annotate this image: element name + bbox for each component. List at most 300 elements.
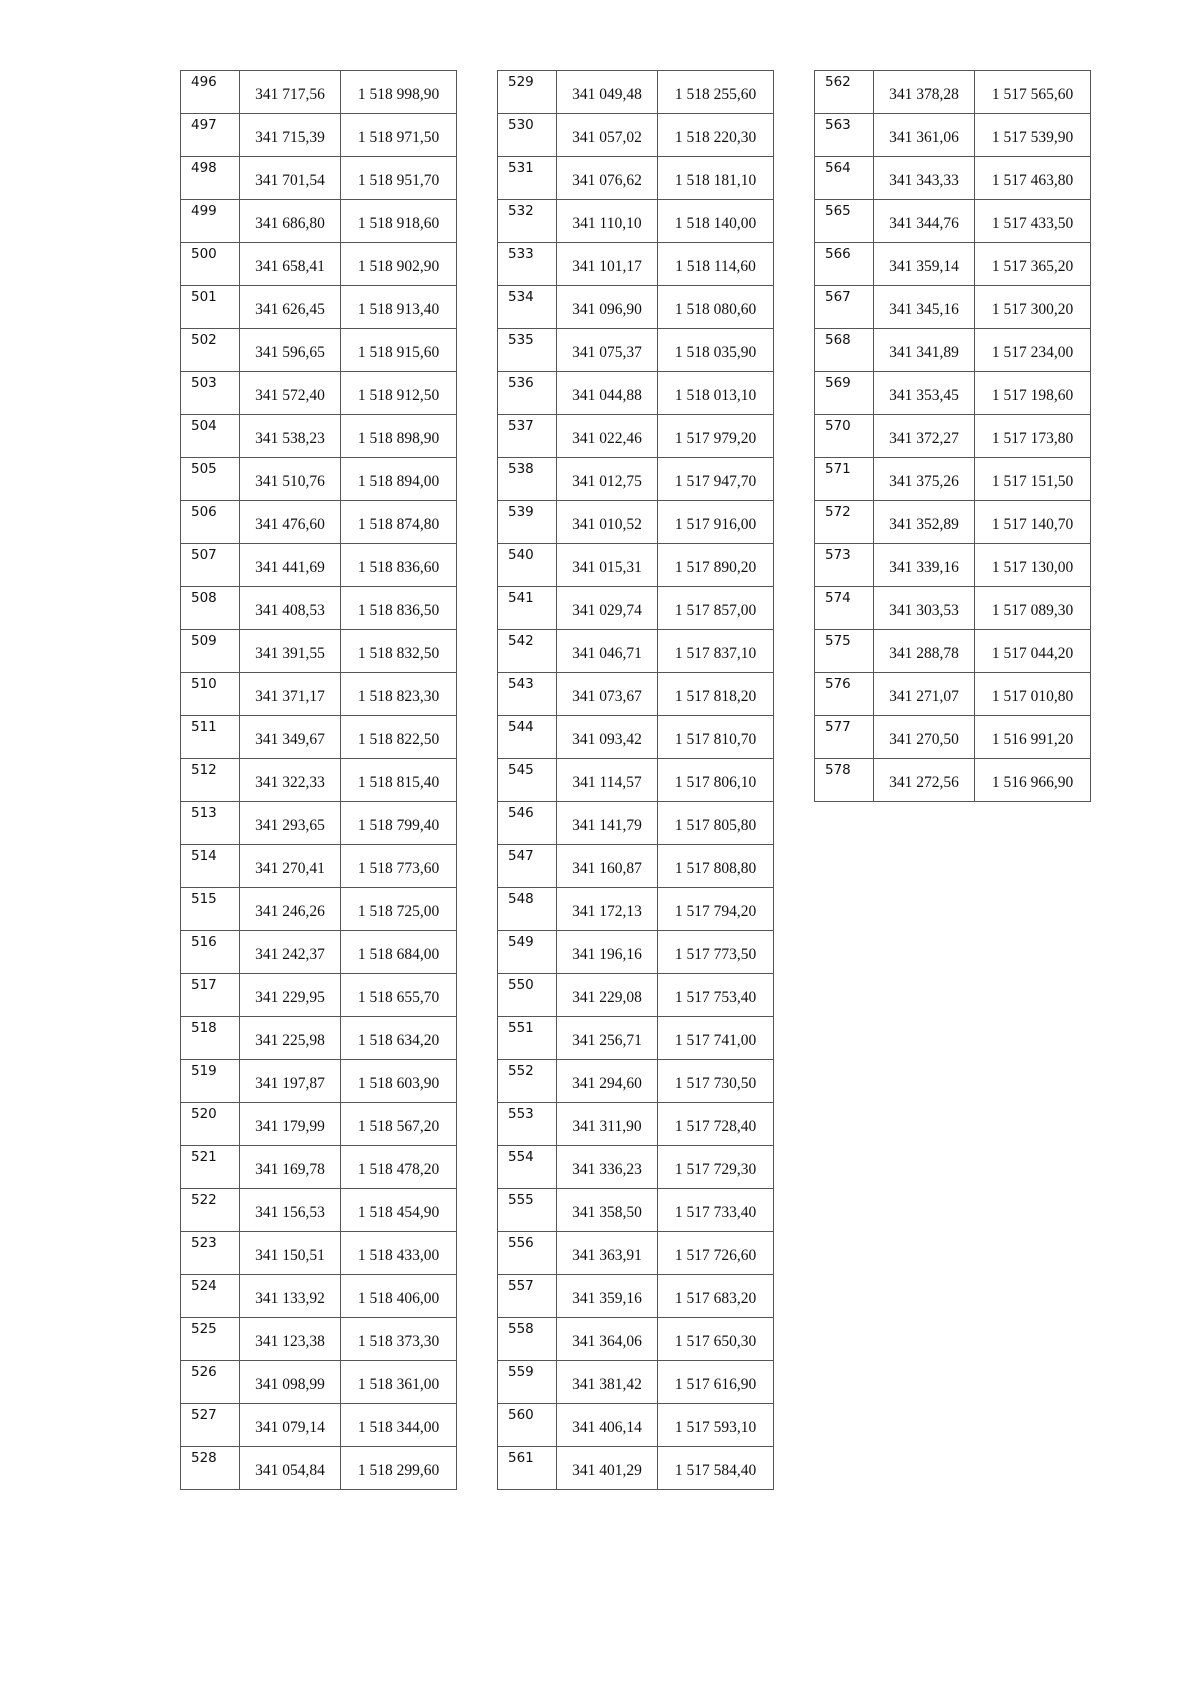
- y-coordinate-cell: 1 517 794,20: [658, 888, 774, 931]
- x-coordinate-cell: 341 378,28: [874, 71, 975, 114]
- y-coordinate-cell: 1 517 890,20: [658, 544, 774, 587]
- point-number-cell: 547: [498, 845, 557, 888]
- table-row: [815, 71, 1091, 114]
- table-row: [498, 630, 774, 673]
- table-row: [815, 372, 1091, 415]
- x-coordinate-cell: 341 229,08: [557, 974, 658, 1017]
- x-coordinate-cell: 341 364,06: [557, 1318, 658, 1361]
- y-coordinate-cell: 1 518 913,40: [341, 286, 457, 329]
- y-coordinate-cell: 1 517 753,40: [658, 974, 774, 1017]
- point-number-cell: 516: [181, 931, 240, 974]
- point-number-cell: 578: [815, 759, 874, 802]
- y-coordinate-cell: 1 517 433,50: [975, 200, 1091, 243]
- point-number-cell: 533: [498, 243, 557, 286]
- y-coordinate-cell: 1 518 998,90: [341, 71, 457, 114]
- y-coordinate-cell: 1 518 951,70: [341, 157, 457, 200]
- y-coordinate-cell: 1 518 915,60: [341, 329, 457, 372]
- table-row: [815, 329, 1091, 372]
- x-coordinate-cell: 341 339,16: [874, 544, 975, 587]
- point-number-cell: 543: [498, 673, 557, 716]
- y-coordinate-cell: 1 517 733,40: [658, 1189, 774, 1232]
- x-coordinate-cell: 341 160,87: [557, 845, 658, 888]
- table-row: [498, 243, 774, 286]
- table-row: [815, 243, 1091, 286]
- point-number-cell: 531: [498, 157, 557, 200]
- x-coordinate-cell: 341 341,89: [874, 329, 975, 372]
- point-number-cell: 558: [498, 1318, 557, 1361]
- y-coordinate-cell: 1 517 916,00: [658, 501, 774, 544]
- x-coordinate-cell: 341 294,60: [557, 1060, 658, 1103]
- x-coordinate-cell: 341 343,33: [874, 157, 975, 200]
- y-coordinate-cell: 1 518 035,90: [658, 329, 774, 372]
- table-row: [815, 501, 1091, 544]
- x-coordinate-cell: 341 225,98: [240, 1017, 341, 1060]
- y-coordinate-cell: 1 516 966,90: [975, 759, 1091, 802]
- point-number-cell: 527: [181, 1404, 240, 1447]
- table-row: [498, 1404, 774, 1447]
- point-number-cell: 569: [815, 372, 874, 415]
- point-number-cell: 536: [498, 372, 557, 415]
- x-coordinate-cell: 341 150,51: [240, 1232, 341, 1275]
- table-row: [498, 845, 774, 888]
- y-coordinate-cell: 1 517 565,60: [975, 71, 1091, 114]
- x-coordinate-cell: 341 242,37: [240, 931, 341, 974]
- table-row: [498, 501, 774, 544]
- table-row: [498, 1275, 774, 1318]
- point-number-cell: 517: [181, 974, 240, 1017]
- x-coordinate-cell: 341 358,50: [557, 1189, 658, 1232]
- x-coordinate-cell: 341 054,84: [240, 1447, 341, 1490]
- y-coordinate-cell: 1 517 773,50: [658, 931, 774, 974]
- y-coordinate-cell: 1 518 603,90: [341, 1060, 457, 1103]
- table-row: [181, 1189, 457, 1232]
- table-row: [498, 415, 774, 458]
- point-number-cell: 540: [498, 544, 557, 587]
- table-row: [181, 114, 457, 157]
- table-row: [815, 759, 1091, 802]
- y-coordinate-cell: 1 517 151,50: [975, 458, 1091, 501]
- point-number-cell: 573: [815, 544, 874, 587]
- y-coordinate-cell: 1 518 181,10: [658, 157, 774, 200]
- y-coordinate-cell: 1 518 971,50: [341, 114, 457, 157]
- y-coordinate-cell: 1 517 044,20: [975, 630, 1091, 673]
- point-number-cell: 512: [181, 759, 240, 802]
- x-coordinate-cell: 341 371,17: [240, 673, 341, 716]
- table-row: [498, 1017, 774, 1060]
- y-coordinate-cell: 1 517 810,70: [658, 716, 774, 759]
- x-coordinate-cell: 341 015,31: [557, 544, 658, 587]
- table-row: [181, 501, 457, 544]
- point-number-cell: 572: [815, 501, 874, 544]
- x-coordinate-cell: 341 352,89: [874, 501, 975, 544]
- y-coordinate-cell: 1 518 114,60: [658, 243, 774, 286]
- y-coordinate-cell: 1 518 823,30: [341, 673, 457, 716]
- y-coordinate-cell: 1 518 894,00: [341, 458, 457, 501]
- x-coordinate-cell: 341 715,39: [240, 114, 341, 157]
- table-row: [181, 329, 457, 372]
- point-number-cell: 530: [498, 114, 557, 157]
- table-row: [498, 372, 774, 415]
- x-coordinate-cell: 341 701,54: [240, 157, 341, 200]
- point-number-cell: 524: [181, 1275, 240, 1318]
- y-coordinate-cell: 1 517 806,10: [658, 759, 774, 802]
- y-coordinate-cell: 1 518 773,60: [341, 845, 457, 888]
- table-row: [181, 587, 457, 630]
- y-coordinate-cell: 1 518 299,60: [341, 1447, 457, 1490]
- x-coordinate-cell: 341 156,53: [240, 1189, 341, 1232]
- x-coordinate-cell: 341 336,23: [557, 1146, 658, 1189]
- x-coordinate-cell: 341 476,60: [240, 501, 341, 544]
- x-coordinate-cell: 341 686,80: [240, 200, 341, 243]
- y-coordinate-cell: 1 518 454,90: [341, 1189, 457, 1232]
- x-coordinate-cell: 341 375,26: [874, 458, 975, 501]
- table-row: [181, 157, 457, 200]
- point-number-cell: 564: [815, 157, 874, 200]
- point-number-cell: 570: [815, 415, 874, 458]
- point-number-cell: 515: [181, 888, 240, 931]
- y-coordinate-cell: 1 517 818,20: [658, 673, 774, 716]
- x-coordinate-cell: 341 169,78: [240, 1146, 341, 1189]
- y-coordinate-cell: 1 517 616,90: [658, 1361, 774, 1404]
- y-coordinate-cell: 1 518 815,40: [341, 759, 457, 802]
- point-number-cell: 526: [181, 1361, 240, 1404]
- x-coordinate-cell: 341 345,16: [874, 286, 975, 329]
- x-coordinate-cell: 341 288,78: [874, 630, 975, 673]
- table-row: [181, 1447, 457, 1490]
- table-row: [181, 974, 457, 1017]
- table-row: [181, 1404, 457, 1447]
- x-coordinate-cell: 341 322,33: [240, 759, 341, 802]
- table-row: [498, 114, 774, 157]
- y-coordinate-cell: 1 518 361,00: [341, 1361, 457, 1404]
- table-row: [498, 1146, 774, 1189]
- x-coordinate-cell: 341 093,42: [557, 716, 658, 759]
- table-row: [498, 759, 774, 802]
- table-row: [815, 673, 1091, 716]
- point-number-cell: 565: [815, 200, 874, 243]
- table-row: [181, 1017, 457, 1060]
- y-coordinate-cell: 1 518 344,00: [341, 1404, 457, 1447]
- y-coordinate-cell: 1 517 234,00: [975, 329, 1091, 372]
- point-number-cell: 557: [498, 1275, 557, 1318]
- x-coordinate-cell: 341 353,45: [874, 372, 975, 415]
- x-coordinate-cell: 341 256,71: [557, 1017, 658, 1060]
- table-row: [181, 1146, 457, 1189]
- y-coordinate-cell: 1 518 478,20: [341, 1146, 457, 1189]
- x-coordinate-cell: 341 046,71: [557, 630, 658, 673]
- table-row: [498, 974, 774, 1017]
- table-row: [498, 286, 774, 329]
- x-coordinate-cell: 341 401,29: [557, 1447, 658, 1490]
- x-coordinate-cell: 341 572,40: [240, 372, 341, 415]
- table-row: [181, 802, 457, 845]
- x-coordinate-cell: 341 293,65: [240, 802, 341, 845]
- point-number-cell: 529: [498, 71, 557, 114]
- point-number-cell: 575: [815, 630, 874, 673]
- y-coordinate-cell: 1 518 634,20: [341, 1017, 457, 1060]
- y-coordinate-cell: 1 517 300,20: [975, 286, 1091, 329]
- y-coordinate-cell: 1 517 365,20: [975, 243, 1091, 286]
- point-number-cell: 537: [498, 415, 557, 458]
- point-number-cell: 553: [498, 1103, 557, 1146]
- y-coordinate-cell: 1 518 836,60: [341, 544, 457, 587]
- x-coordinate-cell: 341 359,14: [874, 243, 975, 286]
- y-coordinate-cell: 1 516 991,20: [975, 716, 1091, 759]
- x-coordinate-cell: 341 029,74: [557, 587, 658, 630]
- point-number-cell: 513: [181, 802, 240, 845]
- table-row: [181, 1103, 457, 1146]
- point-number-cell: 535: [498, 329, 557, 372]
- y-coordinate-cell: 1 517 140,70: [975, 501, 1091, 544]
- x-coordinate-cell: 341 626,45: [240, 286, 341, 329]
- point-number-cell: 562: [815, 71, 874, 114]
- point-number-cell: 539: [498, 501, 557, 544]
- y-coordinate-cell: 1 518 655,70: [341, 974, 457, 1017]
- point-number-cell: 554: [498, 1146, 557, 1189]
- point-number-cell: 556: [498, 1232, 557, 1275]
- y-coordinate-cell: 1 518 080,60: [658, 286, 774, 329]
- point-number-cell: 525: [181, 1318, 240, 1361]
- table-row: [181, 1060, 457, 1103]
- x-coordinate-cell: 341 270,50: [874, 716, 975, 759]
- point-number-cell: 501: [181, 286, 240, 329]
- table-row: [498, 157, 774, 200]
- table-row: [498, 458, 774, 501]
- table-row: [498, 931, 774, 974]
- coordinates-table-1: [180, 70, 457, 1490]
- table-row: [181, 243, 457, 286]
- table-row: [498, 1189, 774, 1232]
- x-coordinate-cell: 341 381,42: [557, 1361, 658, 1404]
- point-number-cell: 560: [498, 1404, 557, 1447]
- table-row: [498, 544, 774, 587]
- point-number-cell: 522: [181, 1189, 240, 1232]
- x-coordinate-cell: 341 391,55: [240, 630, 341, 673]
- coordinates-table-3: [814, 70, 1091, 802]
- table-row: [181, 1232, 457, 1275]
- point-number-cell: 504: [181, 415, 240, 458]
- y-coordinate-cell: 1 517 837,10: [658, 630, 774, 673]
- table-row: [498, 329, 774, 372]
- y-coordinate-cell: 1 517 808,80: [658, 845, 774, 888]
- table-row: [181, 1318, 457, 1361]
- table-row: [498, 1318, 774, 1361]
- y-coordinate-cell: 1 517 728,40: [658, 1103, 774, 1146]
- point-number-cell: 520: [181, 1103, 240, 1146]
- table-row: [498, 1232, 774, 1275]
- x-coordinate-cell: 341 075,37: [557, 329, 658, 372]
- x-coordinate-cell: 341 179,99: [240, 1103, 341, 1146]
- point-number-cell: 518: [181, 1017, 240, 1060]
- point-number-cell: 545: [498, 759, 557, 802]
- y-coordinate-cell: 1 518 822,50: [341, 716, 457, 759]
- point-number-cell: 551: [498, 1017, 557, 1060]
- point-number-cell: 567: [815, 286, 874, 329]
- point-number-cell: 521: [181, 1146, 240, 1189]
- y-coordinate-cell: 1 517 730,50: [658, 1060, 774, 1103]
- y-coordinate-cell: 1 518 567,20: [341, 1103, 457, 1146]
- x-coordinate-cell: 341 344,76: [874, 200, 975, 243]
- x-coordinate-cell: 341 229,95: [240, 974, 341, 1017]
- y-coordinate-cell: 1 517 947,70: [658, 458, 774, 501]
- table-row: [181, 286, 457, 329]
- point-number-cell: 550: [498, 974, 557, 1017]
- point-number-cell: 576: [815, 673, 874, 716]
- x-coordinate-cell: 341 010,52: [557, 501, 658, 544]
- point-number-cell: 548: [498, 888, 557, 931]
- y-coordinate-cell: 1 517 010,80: [975, 673, 1091, 716]
- table-row: [181, 630, 457, 673]
- x-coordinate-cell: 341 110,10: [557, 200, 658, 243]
- x-coordinate-cell: 341 441,69: [240, 544, 341, 587]
- point-number-cell: 568: [815, 329, 874, 372]
- y-coordinate-cell: 1 518 013,10: [658, 372, 774, 415]
- point-number-cell: 542: [498, 630, 557, 673]
- x-coordinate-cell: 341 057,02: [557, 114, 658, 157]
- point-number-cell: 498: [181, 157, 240, 200]
- coordinates-table-2: [497, 70, 774, 1490]
- y-coordinate-cell: 1 517 805,80: [658, 802, 774, 845]
- point-number-cell: 511: [181, 716, 240, 759]
- point-number-cell: 541: [498, 587, 557, 630]
- point-number-cell: 546: [498, 802, 557, 845]
- point-number-cell: 505: [181, 458, 240, 501]
- table-row: [498, 1447, 774, 1490]
- table-row: [498, 673, 774, 716]
- table-row: [181, 415, 457, 458]
- y-coordinate-cell: 1 518 140,00: [658, 200, 774, 243]
- x-coordinate-cell: 341 510,76: [240, 458, 341, 501]
- x-coordinate-cell: 341 272,56: [874, 759, 975, 802]
- y-coordinate-cell: 1 517 726,60: [658, 1232, 774, 1275]
- point-number-cell: 508: [181, 587, 240, 630]
- x-coordinate-cell: 341 363,91: [557, 1232, 658, 1275]
- x-coordinate-cell: 341 197,87: [240, 1060, 341, 1103]
- point-number-cell: 528: [181, 1447, 240, 1490]
- table-row: [498, 1361, 774, 1404]
- point-number-cell: 503: [181, 372, 240, 415]
- point-number-cell: 552: [498, 1060, 557, 1103]
- table-row: [498, 716, 774, 759]
- table-row: [815, 286, 1091, 329]
- x-coordinate-cell: 341 133,92: [240, 1275, 341, 1318]
- y-coordinate-cell: 1 517 198,60: [975, 372, 1091, 415]
- x-coordinate-cell: 341 101,17: [557, 243, 658, 286]
- point-number-cell: 561: [498, 1447, 557, 1490]
- y-coordinate-cell: 1 517 650,30: [658, 1318, 774, 1361]
- y-coordinate-cell: 1 517 539,90: [975, 114, 1091, 157]
- table-row: [498, 1060, 774, 1103]
- table-row: [181, 1275, 457, 1318]
- x-coordinate-cell: 341 022,46: [557, 415, 658, 458]
- point-number-cell: 566: [815, 243, 874, 286]
- y-coordinate-cell: 1 517 089,30: [975, 587, 1091, 630]
- point-number-cell: 502: [181, 329, 240, 372]
- table-row: [498, 200, 774, 243]
- x-coordinate-cell: 341 359,16: [557, 1275, 658, 1318]
- x-coordinate-cell: 341 172,13: [557, 888, 658, 931]
- y-coordinate-cell: 1 518 918,60: [341, 200, 457, 243]
- y-coordinate-cell: 1 518 373,30: [341, 1318, 457, 1361]
- x-coordinate-cell: 341 406,14: [557, 1404, 658, 1447]
- x-coordinate-cell: 341 361,06: [874, 114, 975, 157]
- y-coordinate-cell: 1 518 406,00: [341, 1275, 457, 1318]
- y-coordinate-cell: 1 517 857,00: [658, 587, 774, 630]
- table-row: [815, 630, 1091, 673]
- table-row: [498, 888, 774, 931]
- table-row: [181, 716, 457, 759]
- table-row: [181, 931, 457, 974]
- point-number-cell: 559: [498, 1361, 557, 1404]
- table-row: [181, 200, 457, 243]
- table-row: [181, 71, 457, 114]
- table-row: [815, 458, 1091, 501]
- point-number-cell: 510: [181, 673, 240, 716]
- x-coordinate-cell: 341 408,53: [240, 587, 341, 630]
- y-coordinate-cell: 1 518 912,50: [341, 372, 457, 415]
- x-coordinate-cell: 341 196,16: [557, 931, 658, 974]
- point-number-cell: 532: [498, 200, 557, 243]
- table-row: [815, 587, 1091, 630]
- x-coordinate-cell: 341 096,90: [557, 286, 658, 329]
- y-coordinate-cell: 1 518 874,80: [341, 501, 457, 544]
- y-coordinate-cell: 1 518 898,90: [341, 415, 457, 458]
- table-row: [181, 888, 457, 931]
- x-coordinate-cell: 341 012,75: [557, 458, 658, 501]
- table-row: [181, 673, 457, 716]
- y-coordinate-cell: 1 518 255,60: [658, 71, 774, 114]
- y-coordinate-cell: 1 517 173,80: [975, 415, 1091, 458]
- table-row: [498, 71, 774, 114]
- point-number-cell: 519: [181, 1060, 240, 1103]
- point-number-cell: 555: [498, 1189, 557, 1232]
- x-coordinate-cell: 341 270,41: [240, 845, 341, 888]
- y-coordinate-cell: 1 518 684,00: [341, 931, 457, 974]
- y-coordinate-cell: 1 517 979,20: [658, 415, 774, 458]
- table-row: [181, 759, 457, 802]
- table-row: [815, 415, 1091, 458]
- x-coordinate-cell: 341 658,41: [240, 243, 341, 286]
- table-row: [498, 587, 774, 630]
- y-coordinate-cell: 1 518 836,50: [341, 587, 457, 630]
- table-row: [498, 802, 774, 845]
- x-coordinate-cell: 341 141,79: [557, 802, 658, 845]
- point-number-cell: 500: [181, 243, 240, 286]
- point-number-cell: 571: [815, 458, 874, 501]
- point-number-cell: 544: [498, 716, 557, 759]
- point-number-cell: 538: [498, 458, 557, 501]
- table-row: [181, 845, 457, 888]
- x-coordinate-cell: 341 123,38: [240, 1318, 341, 1361]
- table-row: [815, 200, 1091, 243]
- point-number-cell: 507: [181, 544, 240, 587]
- point-number-cell: 506: [181, 501, 240, 544]
- point-number-cell: 549: [498, 931, 557, 974]
- table-row: [815, 157, 1091, 200]
- point-number-cell: 497: [181, 114, 240, 157]
- x-coordinate-cell: 341 076,62: [557, 157, 658, 200]
- x-coordinate-cell: 341 114,57: [557, 759, 658, 802]
- x-coordinate-cell: 341 538,23: [240, 415, 341, 458]
- point-number-cell: 496: [181, 71, 240, 114]
- point-number-cell: 577: [815, 716, 874, 759]
- point-number-cell: 499: [181, 200, 240, 243]
- table-row: [815, 716, 1091, 759]
- y-coordinate-cell: 1 518 220,30: [658, 114, 774, 157]
- y-coordinate-cell: 1 517 463,80: [975, 157, 1091, 200]
- x-coordinate-cell: 341 349,67: [240, 716, 341, 759]
- y-coordinate-cell: 1 518 799,40: [341, 802, 457, 845]
